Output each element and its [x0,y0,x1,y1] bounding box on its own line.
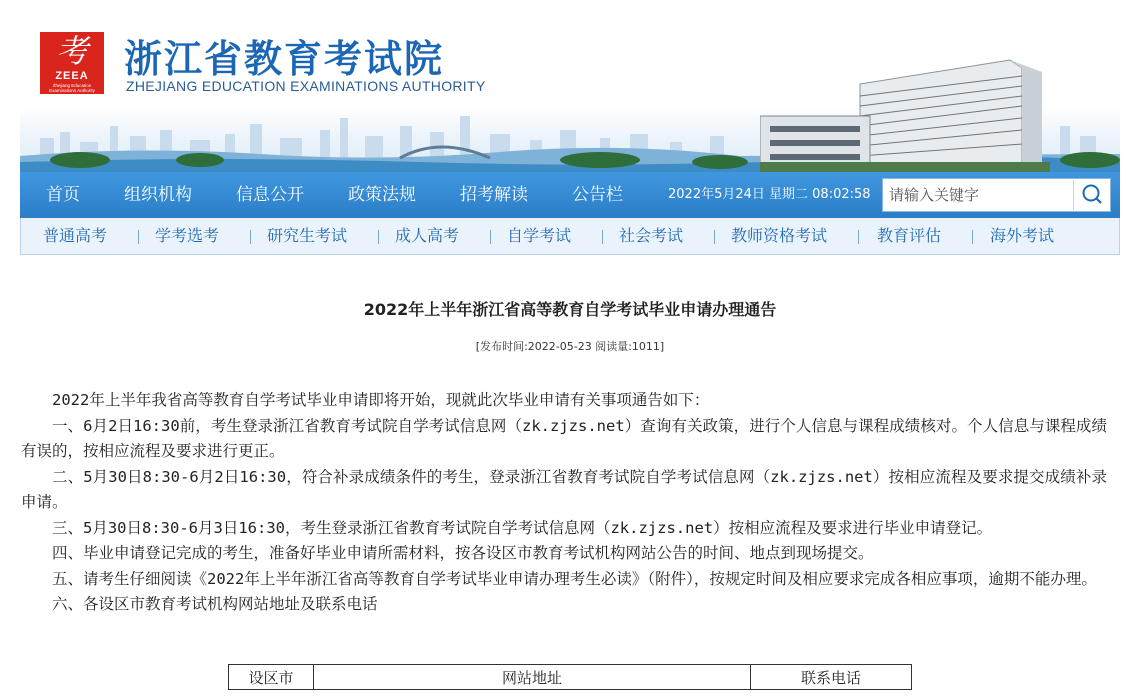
paragraph: 二、5月30日8:30-6月2日16:30，符合补录成绩条件的考生，登录浙江省教育考试院自学考试信息网（zk.zjzs.net）按相应流程及要求提交成绩补录申请。 [21,467,1107,511]
nav-item-policies[interactable]: 政策法规 [348,185,416,205]
category-teacher-cert[interactable]: 教师资格考试 [731,226,828,245]
paragraph: 一、6月2日16:30前，考生登录浙江省教育考试院自学考试信息网（zk.zjzs.net）查询有关政策，进行个人信息与课程成绩核对。个人信息与课程成绩有误的，按相应流程及要求进行更正。 [21,416,1107,460]
paragraph: 五、请考生仔细阅读《2022年上半年浙江省高等教育自学考试毕业申请办理考生必读》（附件），按规定时间及相应要求完成各相应事项，逾期不能办理。 [52,569,1097,588]
divider [714,230,715,244]
divider [602,230,603,244]
category-gaokao[interactable]: 普通高考 [43,226,108,245]
logo-mark: 考 [55,32,88,70]
article-title: 2022年上半年浙江省高等教育自学考试毕业申请办理通告 [363,300,777,319]
contact-table [228,664,912,690]
office-building-image [760,54,1050,172]
logo-sub: Zhejiang Education Examinations Authority [49,83,95,93]
nav-item-info-disclosure[interactable]: 信息公开 [236,185,304,205]
table-header-city: 设区市 [229,665,314,690]
search-input[interactable] [883,179,1063,211]
search-button[interactable] [1073,180,1110,210]
category-self-study-exam[interactable]: 自学考试 [507,226,572,245]
category-overseas-exam[interactable]: 海外考试 [990,226,1055,245]
category-nav [20,218,1120,255]
site-logo[interactable] [40,32,104,94]
category-academic-exam[interactable]: 学考选考 [155,226,220,245]
divider [378,230,379,244]
search-box [882,178,1111,212]
logo-abbr: ZEEA [55,70,89,82]
table-header-website: 网站地址 [314,665,751,690]
category-graduate-exam[interactable]: 研究生考试 [267,226,348,245]
site-title: 浙江省教育考试院 [124,37,445,81]
paragraph: 四、毕业申请登记完成的考生，准备好毕业申请所需材料，按各设区市教育考试机构网站公告的时间、地点到现场提交。 [52,544,874,562]
current-datetime: 2022年5月24日 星期二 08:02:58 [668,187,871,202]
paragraph: 六、各设区市教育考试机构网站地址及联系电话 [52,595,378,613]
nav-item-home[interactable]: 首页 [46,185,80,205]
table-header-phone: 联系电话 [751,665,912,690]
category-social-exam[interactable]: 社会考试 [619,226,684,245]
article-body [21,388,1107,618]
paragraph: 2022年上半年我省高等教育自学考试毕业申请即将开始，现就此次毕业申请有关事项通告如下： [52,391,710,409]
divider [972,230,973,244]
divider [138,230,139,244]
divider [490,230,491,244]
category-edu-evaluation[interactable]: 教育评估 [877,226,942,245]
table-header-row [229,665,912,690]
divider [250,230,251,244]
divider [858,230,859,244]
category-adult-exam[interactable]: 成人高考 [395,226,460,245]
main-nav [20,172,1120,218]
nav-item-admission-guide[interactable]: 招考解读 [460,185,528,205]
nav-item-bulletin[interactable]: 公告栏 [572,185,623,205]
paragraph: 三、5月30日8:30-6月3日16:30，考生登录浙江省教育考试院自学考试信息网（zk.zjzs.net）按相应流程及要求进行毕业申请登记。 [52,518,993,537]
site-subtitle: ZHEJIANG EDUCATION EXAMINATIONS AUTHORITY [126,78,486,94]
search-icon [1074,180,1110,210]
header-banner [20,0,1120,172]
nav-item-organization[interactable]: 组织机构 [124,185,192,205]
article-meta: [发布时间:2022-05-23 阅读量:1011] [475,340,665,353]
